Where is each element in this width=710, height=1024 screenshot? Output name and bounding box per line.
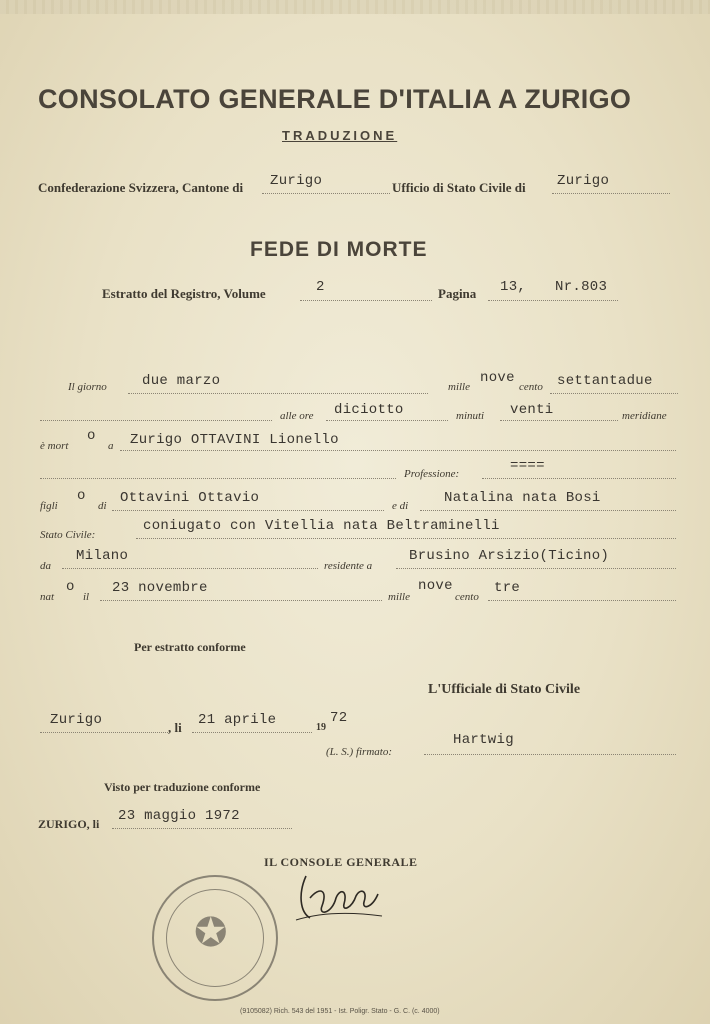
translation-date: 23 maggio 1972 [118,808,240,824]
born-year: tre [494,580,521,596]
extract-li-label: , li [168,720,182,735]
born-suffix: o [66,579,75,595]
day-label: Il giorno [68,381,107,393]
footer-print-info: (9105082) Rich. 543 del 1951 - Ist. Poligr. Stato - G. C. (c. 4000) [240,1008,440,1015]
office-label: Ufficio di Stato Civile di [392,180,526,195]
year-nove: nove [480,370,515,386]
register-volume: 2 [316,279,325,295]
year-dotted-line [550,393,678,394]
register-page: 13, [500,279,527,295]
signed-dotted-line [424,754,676,755]
extract-place: Zurigo [50,712,103,728]
consulate-heading: CONSOLATO GENERALE D'ITALIA A ZURIGO [38,84,632,114]
star-emblem-icon: ✪ [194,910,228,955]
born-date: 23 novembre [112,580,208,596]
from-value: Milano [76,548,129,564]
office-dotted-line [552,193,670,194]
born-mille-label: mille [388,591,410,603]
minutes-value: venti [510,402,554,418]
page-dotted-line [488,300,618,301]
resident-label: residente a [324,560,373,572]
profession-label: Professione: [404,468,460,480]
died-suffix: o [87,428,96,444]
civil-status-label: Stato Civile: [40,529,96,541]
translation-subtitle: TRADUZIONE [282,128,398,143]
extract-year-suffix: 72 [330,710,348,726]
signed-name: Hartwig [453,732,514,748]
child-suffix: o [77,488,86,504]
day-value: due marzo [142,373,221,389]
meridiane-label: meridiane [622,410,667,422]
document-title: FEDE DI MORTE [250,238,428,261]
minutes-label: minuti [456,410,485,422]
born-nove: nove [418,578,453,594]
officer-label: L'Ufficiale di Stato Civile [428,682,581,697]
profession-value: ==== [510,458,545,474]
time-lead-dotted-line [40,420,272,421]
born-dotted-line [100,600,382,601]
place-and-name: Zurigo OTTAVINI Lionello [130,432,339,448]
civil-status-dotted-line [136,538,676,539]
office-value: Zurigo [557,173,610,189]
from-label: da [40,560,51,572]
extract-year-prefix: 19 [316,722,326,733]
translation-place-label: ZURIGO, li [38,817,100,831]
extract-date: 21 aprile [198,712,277,728]
child-label: figli [40,500,58,512]
canton-value: Zurigo [270,173,323,189]
place-dotted-line [120,450,676,451]
father-name: Ottavini Ottavio [120,490,260,506]
minutes-dotted-line [500,420,618,421]
born-year-dotted-line [488,600,676,601]
extract-conform-label: Per estratto conforme [134,640,246,654]
extract-place-dotted-line [40,732,168,733]
year-value: settantadue [557,373,653,389]
profession-dotted-line [482,478,676,479]
canton-label: Confederazione Svizzera, Cantone di [38,180,244,195]
volume-dotted-line [300,300,432,301]
from-dotted-line [62,568,318,569]
register-label: Estratto del Registro, Volume [102,286,266,301]
hour-dotted-line [326,420,448,421]
consular-seal [152,875,278,1001]
and-of-label: e di [392,500,409,512]
born-on-label: il [83,591,90,603]
paper-top-edge [0,0,710,14]
mother-name: Natalina nata Bosi [444,490,601,506]
signed-label: (L. S.) firmato: [326,746,392,758]
page-label: Pagina [438,286,477,301]
register-number: Nr.803 [555,279,608,295]
father-dotted-line [112,510,384,511]
consul-signature [292,868,384,926]
visto-label: Visto per traduzione conforme [104,780,261,794]
day-dotted-line [128,393,428,394]
time-label: alle ore [280,410,314,422]
resident-value: Brusino Arsizio(Ticino) [409,548,610,564]
died-label: è mort [40,440,69,452]
resident-dotted-line [396,568,676,569]
of-label: di [98,500,107,512]
canton-dotted-line [262,193,390,194]
place-label: a [108,440,114,452]
year-mille-label: mille [448,381,470,393]
born-cento-label: cento [455,591,479,603]
civil-status-value: coniugato con Vitellia nata Beltraminelli [143,518,500,534]
translation-date-dotted-line [112,828,292,829]
mother-dotted-line [420,510,676,511]
hour-value: diciotto [334,402,404,418]
born-label: nat [40,591,55,603]
extract-date-dotted-line [192,732,312,733]
year-cento-label: cento [519,381,543,393]
profession-lead-dotted-line [40,478,396,479]
consul-label: IL CONSOLE GENERALE [264,855,418,869]
